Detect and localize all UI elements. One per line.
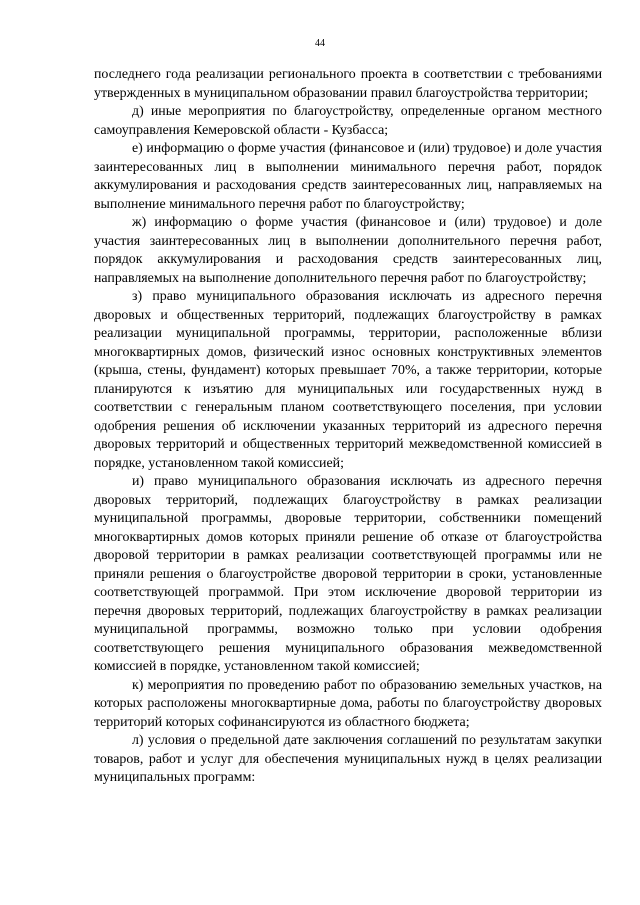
paragraph-item-zh: ж) информацию о форме участия (финансовое и (или) трудовое) и доле участия заинтересованных лиц в выполнении дополнительного перечня работ, порядок аккумулирования и расходования средств заинтересованных лиц, направляемых на выполнение дополнительного перечня работ по благоустройству; (94, 215, 602, 286)
paragraph-item-d: д) иные мероприятия по благоустройству, определенные органом местного самоуправления Кемеровской области - Кузбасса; (94, 104, 602, 138)
paragraph-continuation: последнего года реализации регионального проекта в соответствии с требованиями утвержденных в муниципальном образовании правил благоустройства территории; (94, 67, 602, 101)
paragraph-item-i: и) право муниципального образования исключать из адресного перечня дворовых территорий, подлежащих благоустройству в рамках реализации муниципальной программы, дворовые территории, собственники помещений многоквартирных домов которых приняли решение об отказе от благоустройства дворовой территории в рамках реализации соответствующей программы или не приняли решения о благоустройстве дворовой территории в сроки, установленные соответствующей программой. При этом исключение дворовой территории из перечня дворовых территорий, подлежащих благоустройству в рамках реализации муниципальной программы, возможно только при условии одобрения соответствующего решения муниципального образования межведомственной комиссией в порядке, установленном такой комиссией; (94, 474, 602, 674)
paragraph-item-k: к) мероприятия по проведению работ по образованию земельных участков, на которых расположены многоквартирные дома, работы по благоустройству дворовых территорий которых софинансируются из областного бюджета; (94, 677, 602, 730)
paragraph-item-e: е) информацию о форме участия (финансовое и (или) трудовое) и доле участия заинтересованных лиц в выполнении минимального перечня работ, порядок аккумулирования и расходования средств заинтересованных лиц, направляемых на выполнение минимального перечня работ по благоустройству; (94, 141, 602, 212)
paragraph-item-z: з) право муниципального образования исключать из адресного перечня дворовых и общественных территорий, подлежащих благоустройству в рамках реализации муниципальной программы, территории, расположенные вблизи многоквартирных домов, физический износ основных конструктивных элементов (крыша, стены, фундамент) которых превышает 70%, а также территории, которые планируются к изъятию для муниципальных или государственных нужд в соответствии с генеральным планом соответствующего поселения, при условии одобрения решения об исключении указанных территорий из адресного перечня дворовых территорий и общественных территорий межведомственной комиссией в порядке, установленном такой комиссией; (94, 289, 602, 471)
page-number: 44 (315, 38, 325, 49)
paragraph-item-l: л) условия о предельной дате заключения соглашений по результатам закупки товаров, работ и услуг для обеспечения муниципальных нужд в целях реализации муниципальных программ: (94, 733, 602, 785)
document-body (94, 66, 602, 788)
